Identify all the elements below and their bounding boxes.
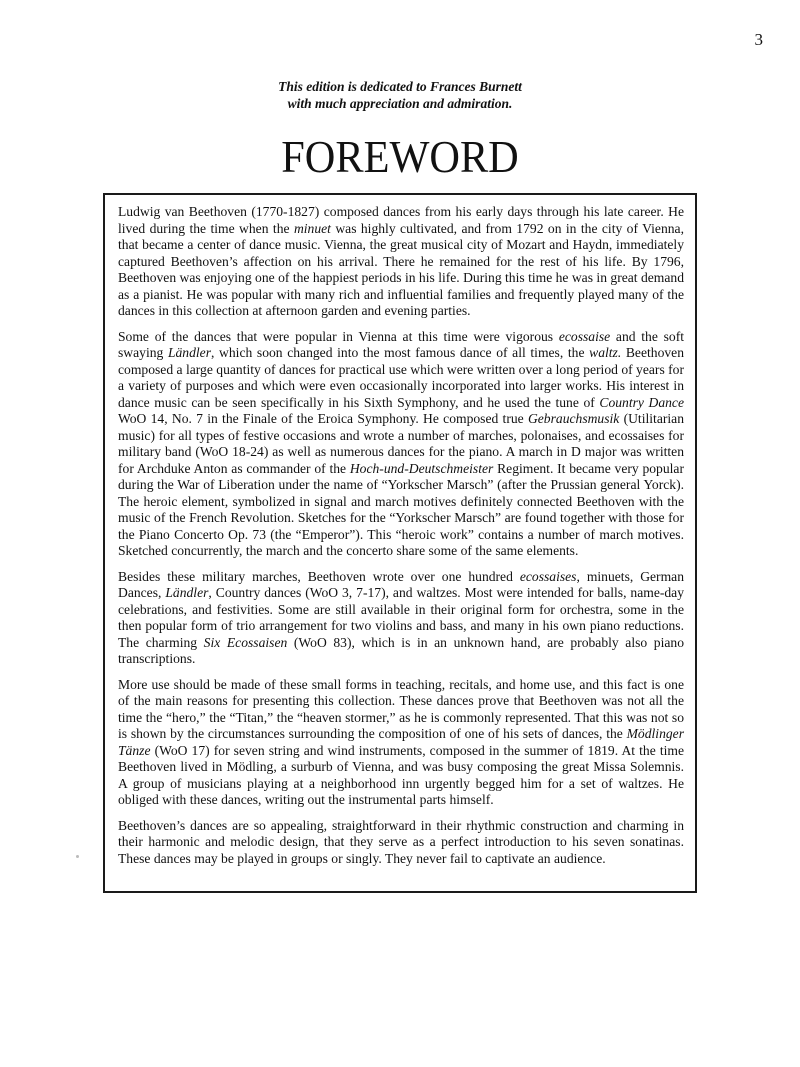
page-title: FOREWORD	[281, 131, 519, 182]
text-run: , minuets, German Dances,	[118, 568, 684, 600]
dedication-line-1: This edition is dedicated to Frances Burnett	[278, 79, 522, 94]
text-run: and the soft swaying	[118, 328, 684, 360]
text-run: Regiment. It became very popular during the War of Liberation under the name of “Yorkscher Marsch” (after the Prussian general Yorck). The heroic element, symbolized in signal and march motives definitely connected Beethoven with the music of the French Revolution. Sketches for the “Yorkscher Marsch” are found together with those for the Piano Concerto Op. 73 (the “Emperor”). This “heroic work” contains a number of march motives. Sketched concurrently, the march and the concerto share some of the same elements.	[118, 460, 684, 558]
italic-term: ecossaises	[519, 568, 577, 584]
text-run: Besides these military marches, Beethoven wrote over one hundred	[118, 568, 520, 584]
italic-term: waltz.	[589, 345, 622, 360]
text-run: More use should be made of these small forms in teaching, recitals, and home use, and this fact is one of the main reasons for presenting this collection. These dances prove that Beethoven was not all the time the “hero,” the “Titan,” the “heaven stormer,” as he is commonly represented. That this was not so is shown by the circumstances surrounding the composition of one of his sets of dances, the	[118, 676, 684, 741]
italic-term: Hoch-und-Deutschmeister	[349, 460, 494, 476]
foreword-paragraph-5	[118, 818, 684, 868]
italic-term: Country Dance	[599, 394, 684, 410]
italic-term: minuet	[293, 220, 331, 236]
text-run: Beethoven composed a large quantity of dances for practical use which were written over a long period of years for a variety of purposes and which were even occasionally incorporated into larger works. His interest in dance music can be seen specifically in his Sixth Symphony, and he used the tune of	[118, 345, 685, 410]
italic-term: Six Ecossaisen	[203, 634, 288, 650]
foreword-body	[118, 204, 684, 876]
text-run: (WoO 83), which is in an unknown hand, are probably also piano transcriptions.	[118, 634, 684, 666]
text-run: , which soon changed into the most famous dance of all times, the	[211, 345, 590, 360]
italic-term: Ländler	[165, 585, 209, 600]
italic-term: ecossaise	[558, 328, 611, 344]
foreword-paragraph-1	[118, 204, 684, 320]
foreword-paragraph-2	[118, 329, 684, 560]
text-run: Beethoven’s dances are so appealing, straightforward in their rhythmic construction and charming in their harmonic and melodic design, that they serve as a perfect introduction to his seven sonatinas. These dances may be played in groups or singly. They never fail to captivate an audience.	[118, 817, 684, 866]
foreword-paragraph-3	[118, 569, 684, 668]
text-run: Ludwig van Beethoven (1770-1827) composed dances from his early days through his late career. He lived during the time when the	[118, 204, 684, 236]
dedication	[0, 78, 800, 112]
italic-term: Mödlinger Tänze	[118, 726, 684, 758]
italic-term: Ländler	[167, 345, 212, 360]
margin-mark	[76, 855, 79, 858]
text-run: was highly cultivated, and from 1792 on in the city of Vienna, that became a center of dance music. Vienna, the great musical city of Mozart and Haydn, immediately captured Beethoven’s affection on his arrival. There he remained for the rest of his life. By 1796, Beethoven was enjoying one of the happiest periods in his life. During this time he was in great demand as a pianist. He was popular with many rich and influential families and frequently played many of the dances in this collection at afternoon garden and evening parties.	[118, 220, 684, 318]
text-run: (WoO 17) for seven string and wind instruments, composed in the summer of 1819. At the time Beethoven lived in Mödling, a surburb of Vienna, and was busy composing the great Missa Solemnis. A group of musicians playing at a neighborhood inn urgently begged him for a set of waltzes. He obliged with these dances, writing out the instrumental parts himself.	[118, 742, 684, 807]
foreword-paragraph-4	[118, 677, 684, 809]
text-run: (Utilitarian music) for all types of festive occasions and wrote a number of marches, polonaises, and ecossaises for military band (WoO 18-24) as well as numerous dances for the piano. A march in D major was written for Archduke Anton as commander of the	[118, 411, 684, 476]
text-run: , Country dances (WoO 3, 7-17), and waltzes. Most were intended for balls, name-day celebrations, and festivities. Some are still available in their original form for orchestra, some in the then popular form of trio arrangement for two violins and bass, and many in his own piano reductions. The charming	[118, 585, 685, 650]
text-run: WoO 14, No. 7 in the Finale of the Eroica Symphony. He composed true	[118, 411, 528, 426]
italic-term: Gebrauchsmusik	[527, 411, 620, 426]
page-number: 3	[754, 30, 763, 49]
text-run: Some of the dances that were popular in Vienna at this time were vigorous	[118, 328, 559, 344]
dedication-line-2: with much appreciation and admiration.	[287, 96, 513, 111]
